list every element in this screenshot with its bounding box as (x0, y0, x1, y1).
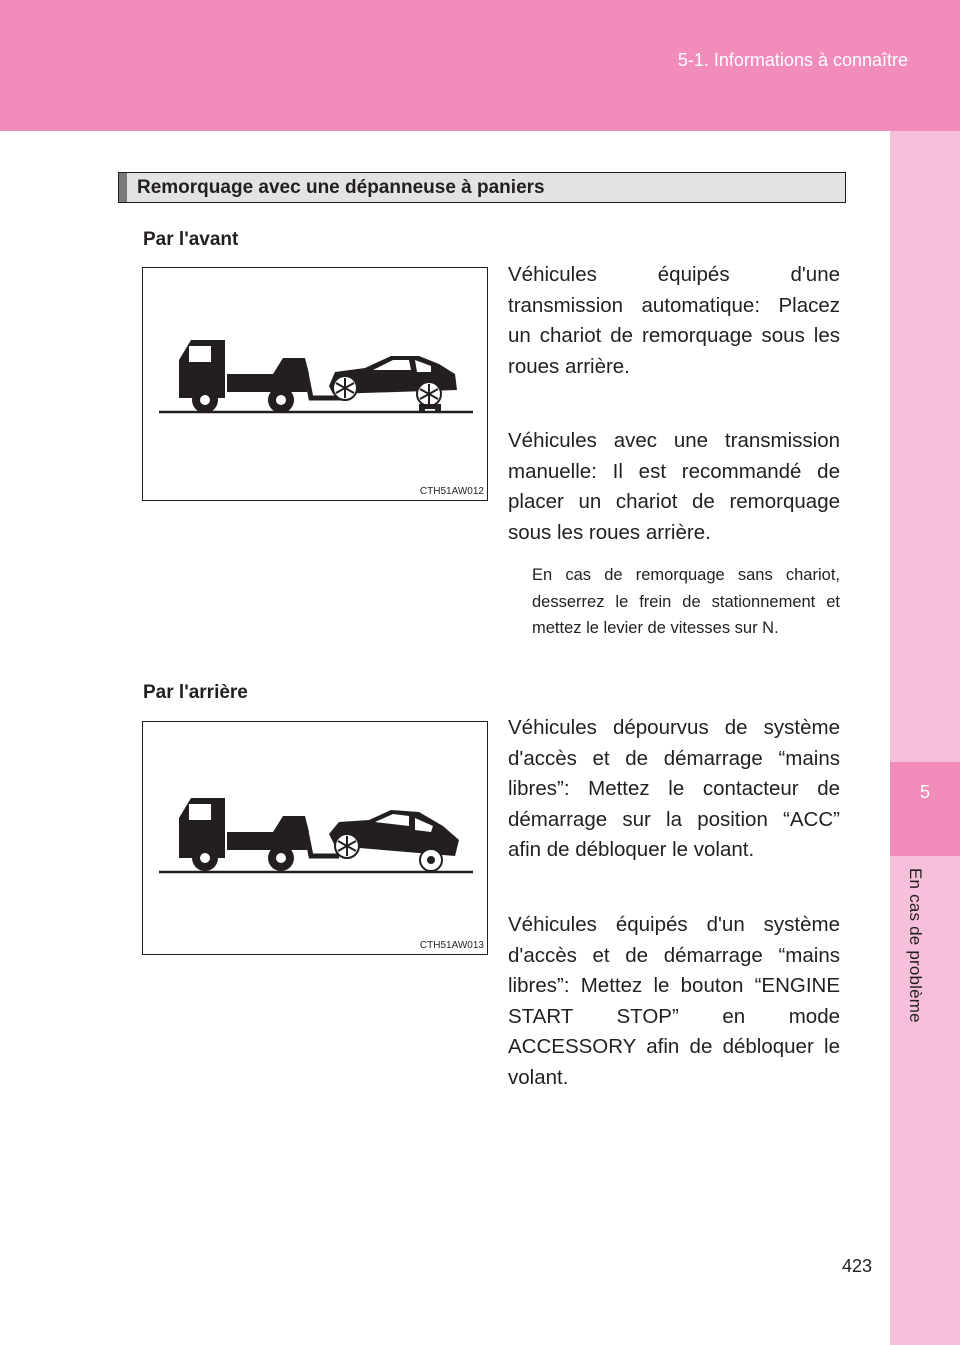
box-heading (118, 172, 846, 203)
chapter-number-box (890, 762, 960, 856)
page-number: 423 (842, 1256, 873, 1276)
chapter-label: En cas de problème (906, 868, 925, 1023)
chapter-number: 5 (919, 782, 930, 802)
tow-truck-rear-illustration (143, 722, 489, 956)
front-paragraph-1: Véhicules équipés d'une transmission automatique: Placez un chariot de remorquage sous les roues arrière. (508, 263, 840, 378)
rear-paragraph-1: Véhicules dépourvus de système d'accès et de démarrage “mains libres”: Mettez le contacteur de démarrage sur la position “ACC” afin de débloquer le volant. (508, 716, 840, 861)
box-heading-text: Remorquage avec une dépanneuse à paniers (137, 177, 545, 198)
front-tow-figure (142, 267, 488, 501)
section-title: 5-1. Informations à connaître (677, 50, 908, 70)
front-figure-code: CTH51AW012 (419, 486, 484, 497)
tow-truck-front-illustration (143, 268, 489, 502)
rear-heading: Par l'arrière (143, 682, 248, 703)
chapter-side-tab (890, 131, 960, 1345)
front-heading: Par l'avant (143, 229, 239, 250)
rear-tow-figure (142, 721, 488, 955)
rear-figure-code: CTH51AW013 (419, 940, 484, 951)
rear-paragraph-2: Véhicules équipés d'un système d'accès et de démarrage “mains libres”: Mettez le bouton “ENGINE START STOP” en mode ACCESSORY afin de débloquer le volant. (508, 913, 840, 1089)
front-paragraph-2: Véhicules avec une transmission manuelle: Il est recommandé de placer un chariot de remorquage sous les roues arrière. (508, 429, 840, 544)
front-note: En cas de remorquage sans chariot, desserrez le frein de stationnement et mettez le levier de vitesses sur N. (532, 566, 840, 637)
